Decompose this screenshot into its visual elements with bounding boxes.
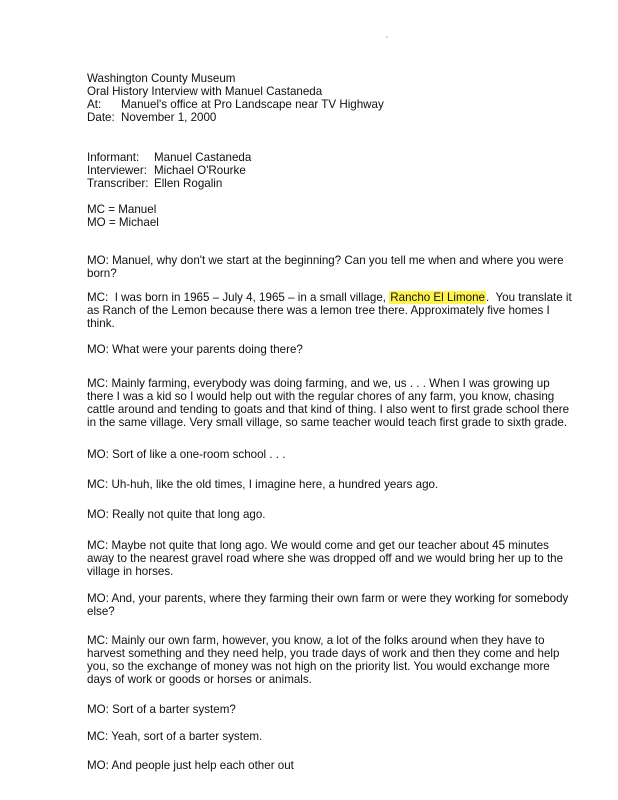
transcript-line: MO: What were your parents doing there? bbox=[87, 343, 303, 356]
transcript-line: village in horses. bbox=[87, 565, 174, 578]
transcript-line: else? bbox=[87, 605, 115, 618]
highlighted-place-name: Rancho El Limone bbox=[390, 291, 485, 304]
transcript-line bbox=[87, 291, 572, 304]
transcript-line: MO: And people just help each other out bbox=[87, 759, 294, 772]
location-line bbox=[87, 98, 384, 111]
key-manuel: MC = Manuel bbox=[87, 203, 157, 216]
transcript-line: MC: Mainly our own farm, however, you know, a lot of the folks around when they have to bbox=[87, 634, 545, 647]
informant-label: Informant: bbox=[87, 151, 140, 164]
transcript-line: think. bbox=[87, 317, 115, 330]
transcript-line: in the same village. Very small village, so same teacher would teach first grade to sixth grade. bbox=[87, 416, 568, 429]
transcriber-value: Ellen Rogalin bbox=[154, 177, 223, 190]
transcript-line: there I was a kid so I would help out with the regular chores of any farm, you know, chasing bbox=[87, 390, 555, 403]
transcript-line: as Ranch of the Lemon because there was a lemon tree there. Approximately five homes I bbox=[87, 304, 550, 317]
transcript-line: cattle around and tending to goats and that kind of thing. I also went to first grade school there bbox=[87, 403, 570, 416]
location-label: At: bbox=[87, 98, 102, 111]
transcript-text: MC: I was born in 1965 – July 4, 1965 – in a small village, bbox=[87, 291, 390, 304]
museum-title: Washington County Museum bbox=[87, 72, 236, 85]
transcript-line: MO: Sort of like a one-room school . . . bbox=[87, 448, 286, 461]
transcript-line: MC: Maybe not quite that long ago. We would come and get our teacher about 45 minutes bbox=[87, 539, 549, 552]
interviewer-label: Interviewer: bbox=[87, 164, 147, 177]
informant-line bbox=[87, 151, 251, 164]
informant-value: Manuel Castaneda bbox=[154, 151, 252, 164]
key-michael: MO = Michael bbox=[87, 216, 159, 229]
transcript-line: MO: Really not quite that long ago. bbox=[87, 508, 266, 521]
date-label: Date: bbox=[87, 111, 115, 124]
transcript-line: born? bbox=[87, 267, 117, 280]
transcript-line: MC: Yeah, sort of a barter system. bbox=[87, 730, 263, 743]
scan-speck bbox=[386, 36, 388, 38]
date-value: November 1, 2000 bbox=[121, 111, 217, 124]
interviewer-value: Michael O'Rourke bbox=[154, 164, 246, 177]
transcript-line: MO: And, your parents, where they farming their own farm or were they working for somebody bbox=[87, 592, 569, 605]
date-line bbox=[87, 111, 216, 124]
interview-title: Oral History Interview with Manuel Castaneda bbox=[87, 85, 323, 98]
transcriber-label: Transcriber: bbox=[87, 177, 149, 190]
transcript-line: harvest something and they need help, you trade days of work and then they come and help bbox=[87, 647, 560, 660]
transcript-line: days of work or goods or horses or animals. bbox=[87, 673, 312, 686]
transcriber-line bbox=[87, 177, 222, 190]
transcript-text: . You translate it bbox=[486, 291, 572, 304]
transcript-line: MC: Mainly farming, everybody was doing farming, and we, us . . . When I was growing up bbox=[87, 377, 550, 390]
transcript-line: MC: Uh-huh, like the old times, I imagine here, a hundred years ago. bbox=[87, 478, 439, 491]
interviewer-line bbox=[87, 164, 246, 177]
transcript-line: MO: Sort of a barter system? bbox=[87, 703, 236, 716]
location-value: Manuel's office at Pro Landscape near TV Highway bbox=[121, 98, 384, 111]
transcript-line: you, so the exchange of money was not high on the priority list. You would exchange more bbox=[87, 660, 550, 673]
transcript-line: MO: Manuel, why don't we start at the beginning? Can you tell me when and where you were bbox=[87, 254, 564, 267]
transcript-line: away to the nearest gravel road where she was dropped off and we would bring her up to the bbox=[87, 552, 564, 565]
